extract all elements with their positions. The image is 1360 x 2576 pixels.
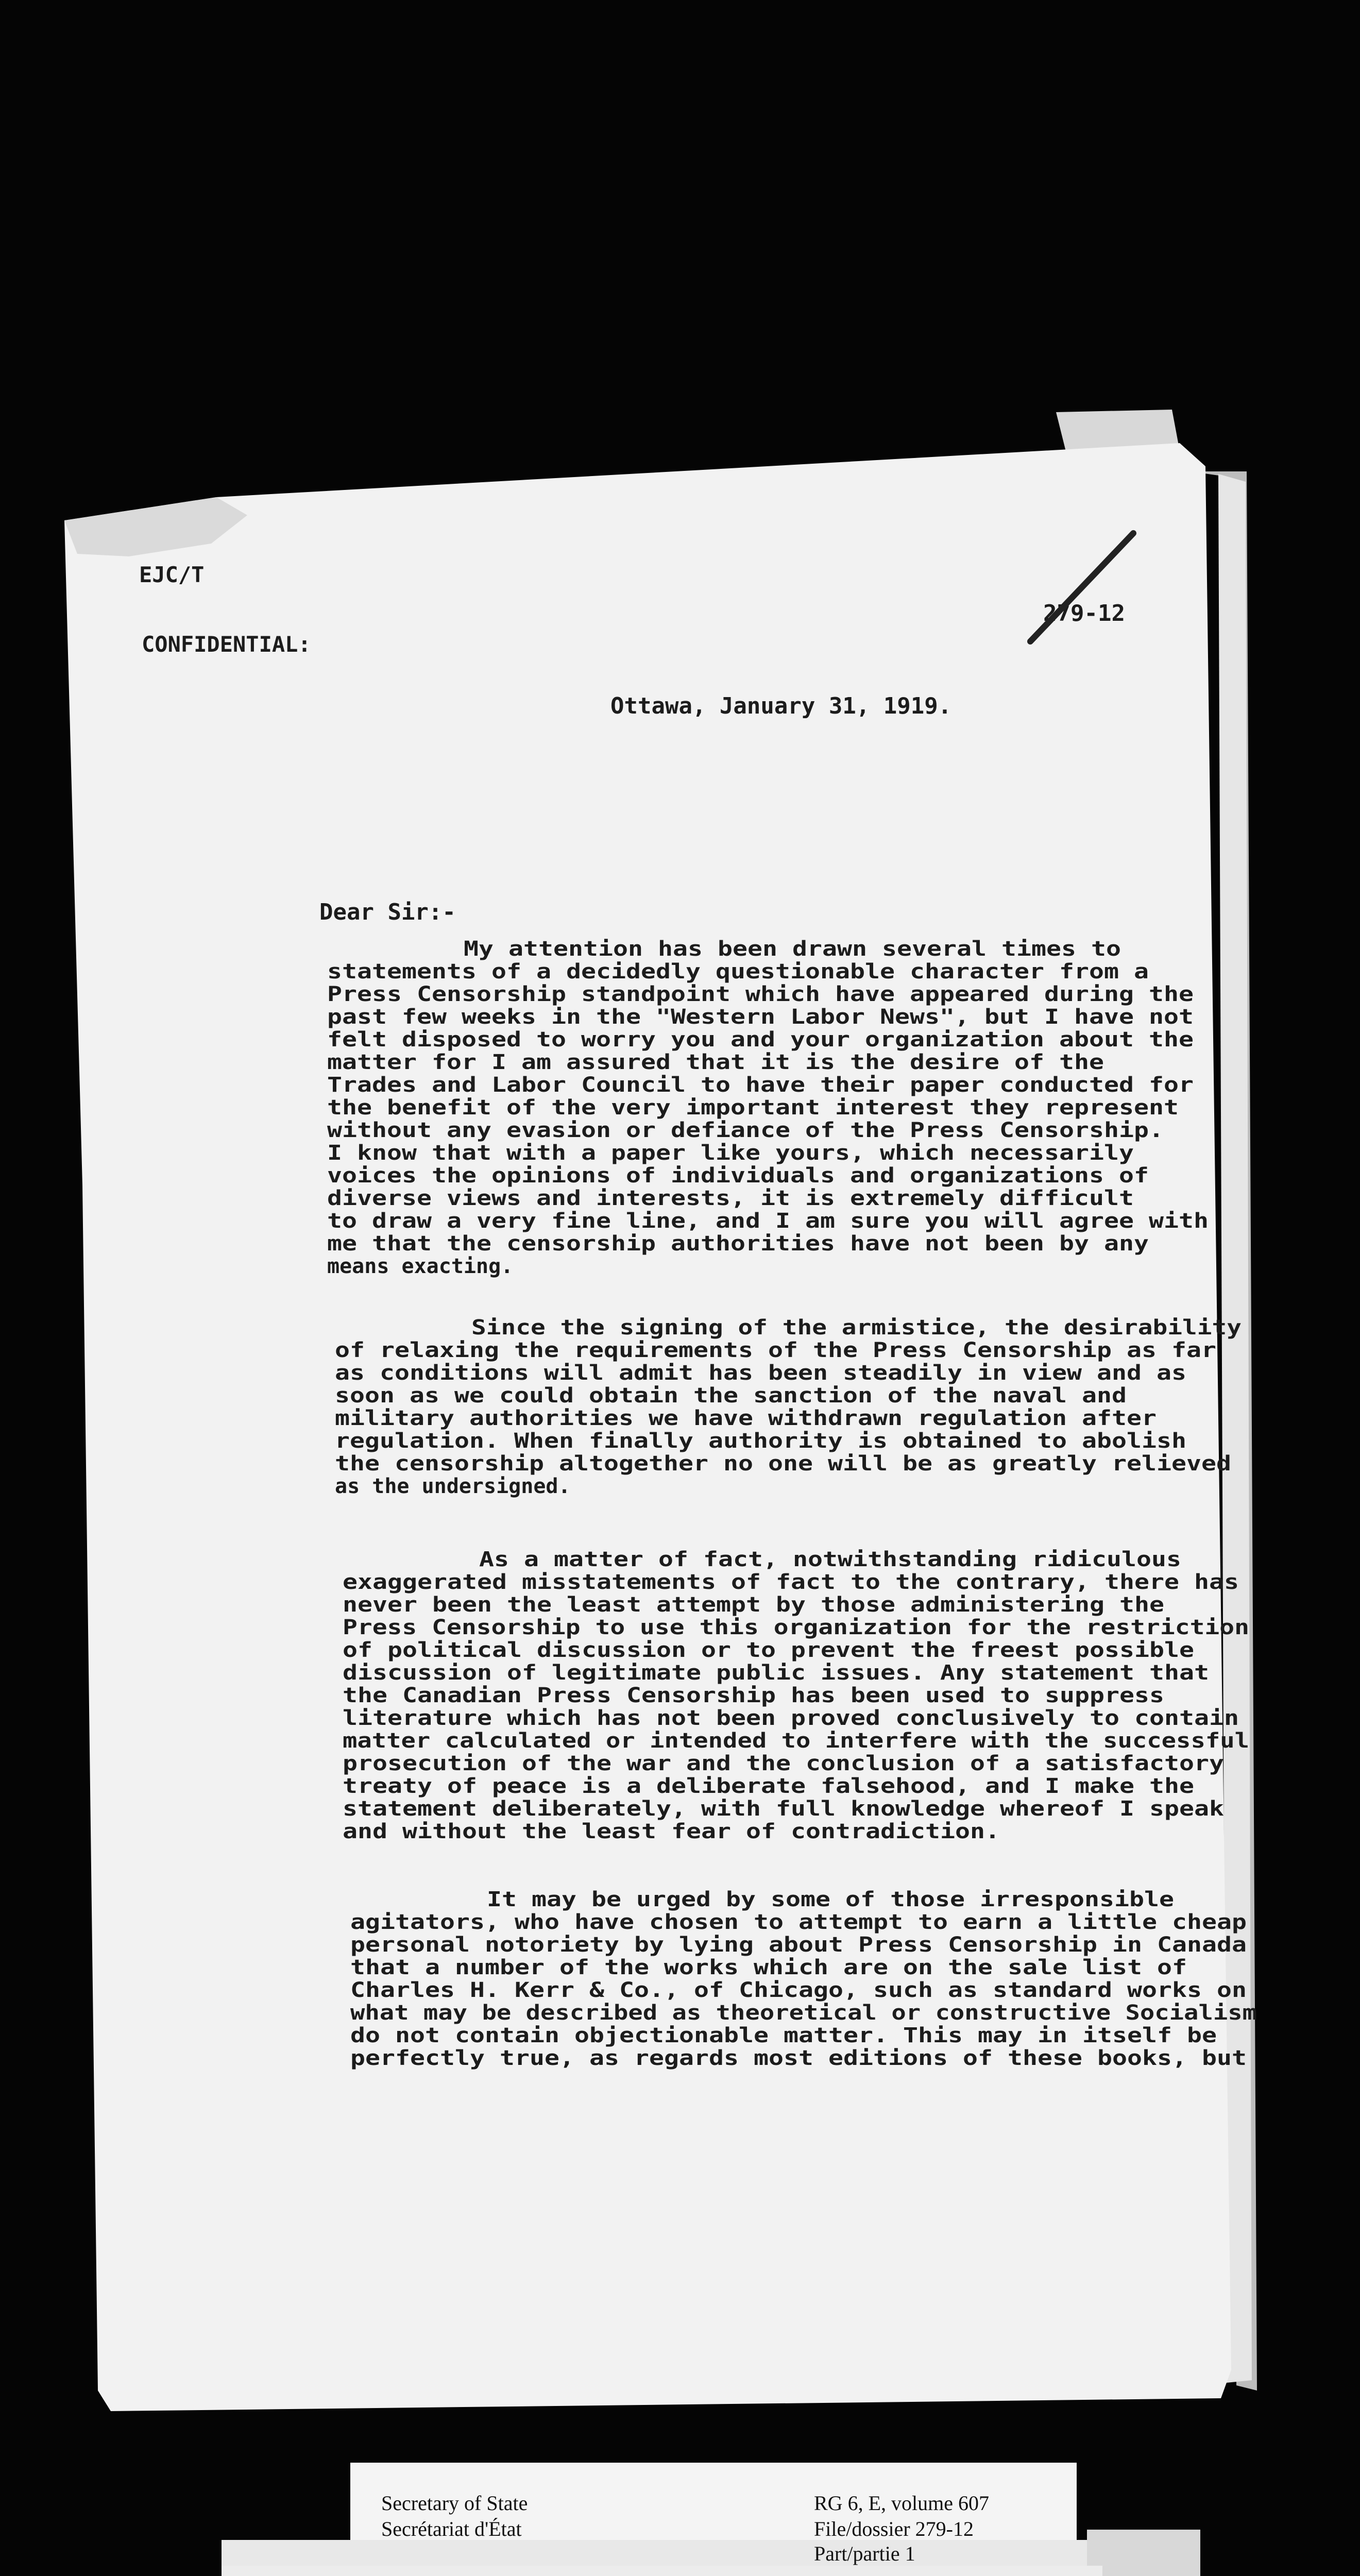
body-line: regulation. When finally authority is obtained to abolish <box>335 1429 1186 1453</box>
body-line: statement deliberately, with full knowledge whereof I speak <box>343 1797 1224 1821</box>
body-line: Press Censorship to use this organization for the restriction <box>343 1616 1249 1639</box>
file-reference: 279-12 <box>1043 600 1125 626</box>
body-line: literature which has not been proved conclusively to contain <box>343 1706 1239 1730</box>
body-line: past few weeks in the "Western Labor News", but I have not <box>327 1005 1194 1029</box>
letter-body <box>327 937 1257 2070</box>
body-line: treaty of peace is a deliberate falsehood, and I make the <box>343 1774 1194 1798</box>
body-line: me that the censorship authorities have not been by any <box>327 1232 1149 1256</box>
body-line: matter for I am assured that it is the desire of the <box>327 1050 1104 1074</box>
place-date: Ottawa, January 31, 1919. <box>610 693 952 719</box>
classification: CONFIDENTIAL: <box>142 632 311 657</box>
body-line: to draw a very fine line, and I am sure you will agree with <box>327 1209 1209 1233</box>
salutation: Dear Sir:- <box>319 899 456 925</box>
department-fr: Secrétariat d'État <box>381 2517 522 2540</box>
body-line: exaggerated misstatements of fact to the contrary, there has <box>343 1570 1239 1594</box>
body-line: as conditions will admit has been steadily in view and as <box>335 1361 1186 1385</box>
body-line: diverse views and interests, it is extremely difficult <box>327 1187 1134 1210</box>
body-line: Charles H. Kerr & Co., of Chicago, such as standard works on <box>350 1978 1247 2002</box>
reference: EJC/T <box>139 562 205 587</box>
body-line: prosecution of the war and the conclusion of a satisfactory <box>343 1752 1224 1775</box>
body-line: and without the least fear of contradiction. <box>343 1820 1000 1843</box>
body-line: discussion of legitimate public issues. Any statement that <box>343 1661 1209 1685</box>
body-line: do not contain objectionable matter. This may in itself be <box>350 2024 1217 2047</box>
body-line: My attention has been drawn several times to <box>464 937 1121 961</box>
body-line: without any evasion or defiance of the Press Censorship. <box>327 1118 1164 1142</box>
body-line: felt disposed to worry you and your organization about the <box>327 1028 1194 1052</box>
body-line: of political discussion or to prevent the freest possible <box>343 1638 1194 1662</box>
body-line: agitators, who have chosen to attempt to earn a little cheap <box>350 1910 1247 1934</box>
body-line: means exacting. <box>327 1255 514 1278</box>
file-number: File/dossier 279-12 <box>814 2517 974 2540</box>
body-line: that a number of the works which are on the sale list of <box>350 1956 1187 1979</box>
body-line: soon as we could obtain the sanction of the naval and <box>335 1384 1127 1408</box>
body-line: Press Censorship standpoint which have appeared during the <box>327 982 1194 1006</box>
body-line: the Canadian Press Censorship has been used to suppress <box>343 1684 1164 1707</box>
body-line: military authorities we have withdrawn regulation after <box>335 1406 1157 1430</box>
department-en: Secretary of State <box>381 2492 528 2515</box>
body-line: the censorship altogether no one will be as greatly relieved <box>335 1452 1231 1476</box>
body-line: of relaxing the requirements of the Press Censorship as far <box>335 1338 1216 1362</box>
body-line: voices the opinions of individuals and organizations of <box>327 1164 1149 1188</box>
body-line: statements of a decidedly questionable character from a <box>327 960 1149 984</box>
body-line: matter calculated or intended to interfere with the successful <box>343 1729 1249 1753</box>
body-line: as the undersigned. <box>335 1475 571 1498</box>
body-line: what may be described as theoretical or constructive Socialism <box>350 2001 1257 2025</box>
body-line: I know that with a paper like yours, which necessarily <box>327 1141 1134 1165</box>
record-group: RG 6, E, volume 607 <box>814 2492 989 2515</box>
body-line: never been the least attempt by those administering the <box>343 1593 1164 1617</box>
body-line: perfectly true, as regards most editions of these books, but <box>350 2046 1247 2070</box>
part-number: Part/partie 1 <box>814 2542 915 2565</box>
body-line: It may be urged by some of those irresponsible <box>487 1888 1174 1911</box>
body-line: personal notoriety by lying about Press Censorship in Canada <box>350 1933 1247 1957</box>
body-line: Since the signing of the armistice, the desirability <box>471 1316 1242 1340</box>
body-line: Trades and Labor Council to have their paper conducted for <box>327 1073 1194 1097</box>
body-line: As a matter of fact, notwithstanding ridiculous <box>479 1548 1181 1571</box>
body-line: the benefit of the very important interest they represent <box>327 1096 1179 1120</box>
